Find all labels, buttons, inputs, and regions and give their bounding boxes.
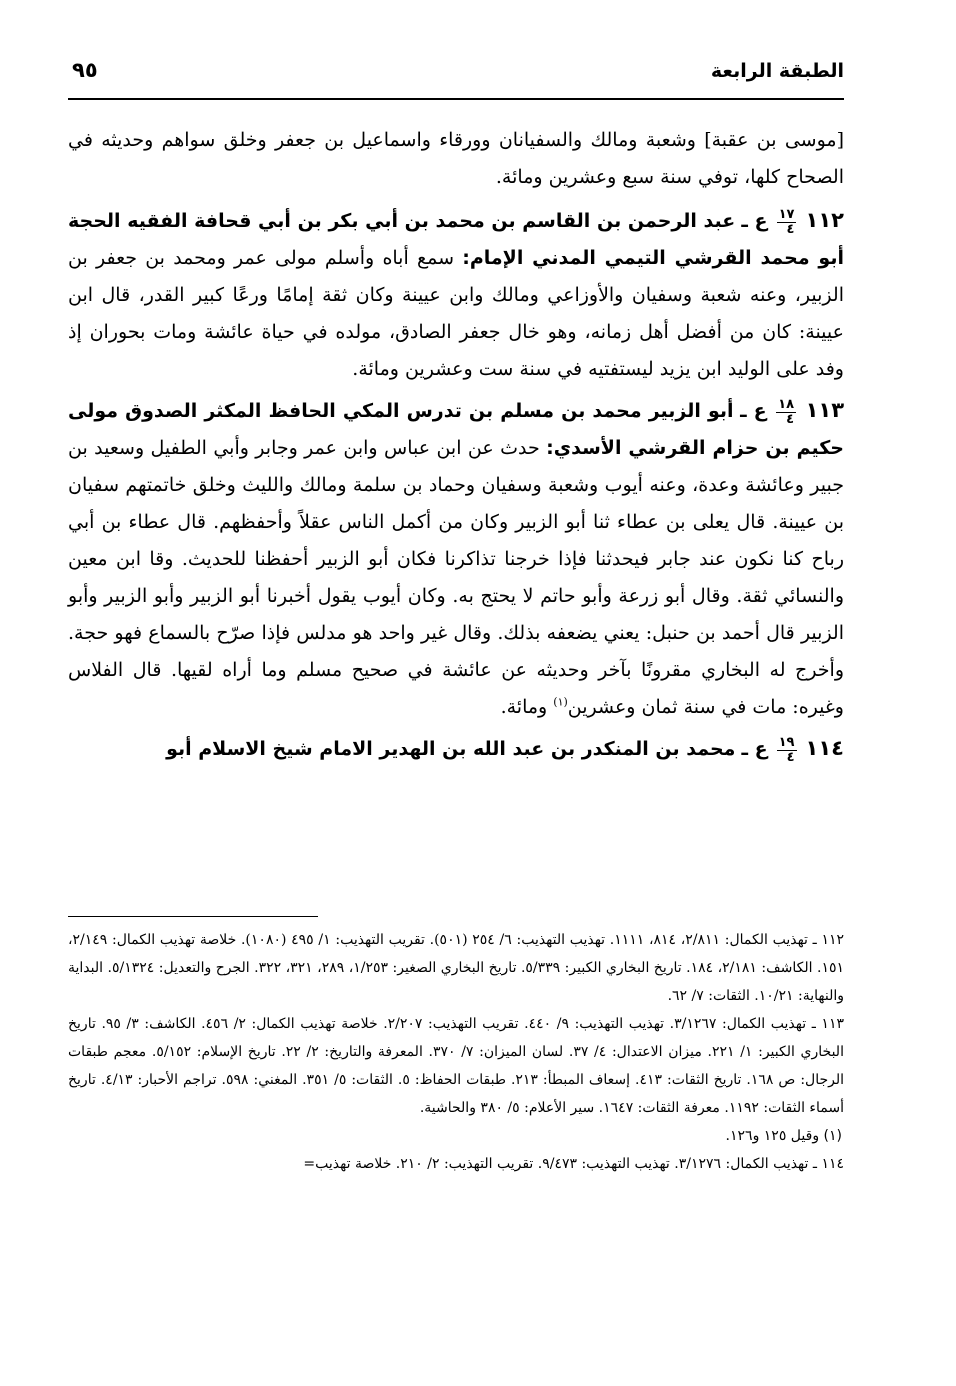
entry-name: محمد بن المنكدر بن عبد الله بن الهدير الامام شيخ الاسلام أبو (166, 738, 736, 760)
continuation-paragraph: [موسى بن عقبة] وشعبة ومالك والسفيانان وورقاء واسماعيل بن جعفر وخلق سواهم وحديثه في الصحاح كلها، توفي سنة سبع وعشرين ومائة. (68, 129, 845, 188)
footnote-label: (١) (823, 1128, 842, 1144)
header-rule (68, 98, 844, 100)
footnote-label: ١١٤ ـ (812, 1156, 844, 1172)
entry-text: سمع أباه وأسلم مولى عمر ومحمد بن جعفر بن الزبير، وعنه شعبة وسفيان والأوزاعي ومالك وابن عيينة وكان ثقة إمامًا ورعًا كبير القدر، قال ابن عيينة: كان من أفضل أهل زمانه، وهو خال جعفر الصادق، مولده في حياة عائشة ومات بحوران إذ وفد على الوليد ابن يزيد ليستفتيه في سنة ست وعشرين ومائة. (68, 247, 844, 380)
entry-text-end: ومائة. (500, 696, 548, 718)
footnote-text: وقيل ١٢٥ و١٢٦. (725, 1128, 820, 1144)
entry-marker: ع ـ (741, 738, 768, 760)
book-page (68, 54, 844, 1374)
entry-name: أبو الزبير محمد بن مسلم بن تدرس المكي الحافظ المكثر الصدوق مولى حكيم بن حزام القرشي الأسدي: (68, 400, 845, 459)
footnote-114 (68, 1150, 844, 1178)
footnote-112 (68, 926, 844, 1010)
entry-fraction: $\frac{١٩}{٤}$ (778, 734, 795, 765)
entry-114 (68, 730, 844, 768)
entry-name: عبد الرحمن بن القاسم بن محمد بن أبي بكر بن أبي قحافة الفقيه الحجة أبو محمد القرشي التيمي المدني الإمام: (68, 210, 844, 269)
entry-marker: ع ـ (740, 400, 767, 422)
entry-number: ١١٢ (805, 208, 844, 232)
footnote-text: تهذيب الكمال: ٣/١٢٦٧. تهذيب التهذيب: ٩/ ٤٤٠. تقريب التهذيب: ٢/٢٠٧. خلاصة تهذيب الكمال: ٢/ ٤٥٦. الكاشف: ٣/ ٩٥. تاريخ البخاري الكبير: ١/ ٢٢١. ميزان الاعتدال: ٤/ ٣٧. لسان الميزان: ٧/ ٣٧٠. المعرفة والتاريخ: ٢/ ٢٢. تاريخ الإسلام: ٥/١٥٢. معجم طبقات الرجال: ص ١٦٨. تاريخ الثقات: ٤١٣. إسعاف المبطأ: ٢١٣. طبقات الحفاظ: ٥. الثقات: ٥/ ٣٥١. المغني: ٥٩٨. تراجم الأحبار: ٤/١٣. تاريخ أسماء الثقات: ١١٩٢. معرفة الثقات: ١٦٤٧. سير الأعلام: ٥/ ٣٨٠ والحاشية. (68, 1016, 845, 1116)
footnote-rule (68, 916, 318, 917)
entry-number: ١١٤ (805, 736, 844, 760)
footnote-label: ١١٢ ـ (812, 932, 845, 948)
entry-fraction: $\frac{١٧}{٤}$ (778, 206, 795, 237)
footnote-text: تهذيب الكمال: ٢/٨١١، ٨١٤، ١١١١. تهذيب التهذيب: ٦/ ٢٥٤ (٥٠١). تقريب التهذيب: ١/ ٤٩٥ (١٠٨٠). خلاصة تهذيب الكمال: ٢/١٤٩، ١٥١. الكاشف: ٢/١٨١، ١٨٤. تاريخ البخاري الكبير: ٥/٣٣٩. تاريخ البخاري الصغير: ١/٢٥٣، ٢٨٩، ٣٢١، ٣٢٢. الجرح والتعديل: ٥/١٣٢٤. البداية والنهاية: ١٠/٢١. الثقات: ٧/ ٦٢. (68, 932, 845, 1004)
entry-113 (68, 392, 844, 726)
page-number: ٩٥ (72, 58, 98, 82)
entry-112 (68, 202, 844, 388)
footnote-reference[interactable]: (١) (553, 695, 568, 709)
footnote-text: تهذيب الكمال: ٣/١٢٧٦. تهذيب التهذيب: ٩/٤٧٣. تقريب التهذيب: ٢/ ٢١٠. خلاصة تهذيب= (303, 1156, 809, 1172)
entry-marker: ع ـ (741, 210, 768, 232)
entry-fraction: $\frac{١٨}{٤}$ (778, 396, 795, 427)
footnote-note-1 (68, 1122, 844, 1150)
entry-text: حدث عن ابن عباس وابن عمر وجابر وأبي الطفيل وسعيد بن جبير وعائشة وعدة، وعنه أيوب وشعبة وسفيان وحماد بن سلمة ومالك والليث وخلق خاتمتهم سفيان بن عيينة. قال يعلى بن عطاء ثنا أبو الزبير وكان من أكمل الناس عقلاً وأحفظهم. قال عطاء بن أبي رباح كنا نكون عند جابر فيحدثنا فإذا خرجنا تذاكرنا فكان أبو الزبير أحفظنا للحديث. وقا ابن معين والنسائي ثقة. وقال أبو زرعة وأبو حاتم لا يحتج به. وكان أيوب يقول أخبرنا أبو الزبير وأبو الزبير وأبو الزبير قال أحمد بن حنبل: يعني يضعفه بذلك. وقال غير واحد هو مدلس فإذا صرّح بالسماع فهو حجة. وأخرج له البخاري مقرونًا بآخر وحديثه عن عائشة في صحيح مسلم وما أراه لقيها. قال الفلاس وغيره: مات في سنة ثمان وعشرين (68, 437, 844, 718)
running-header (68, 54, 844, 94)
main-text (68, 122, 844, 768)
footnote-label: ١١٣ ـ (811, 1016, 844, 1032)
entry-number: ١١٣ (805, 398, 845, 422)
footnote-113 (68, 1010, 844, 1122)
chapter-title: الطبقة الرابعة (710, 60, 844, 82)
footnotes (68, 926, 844, 1178)
